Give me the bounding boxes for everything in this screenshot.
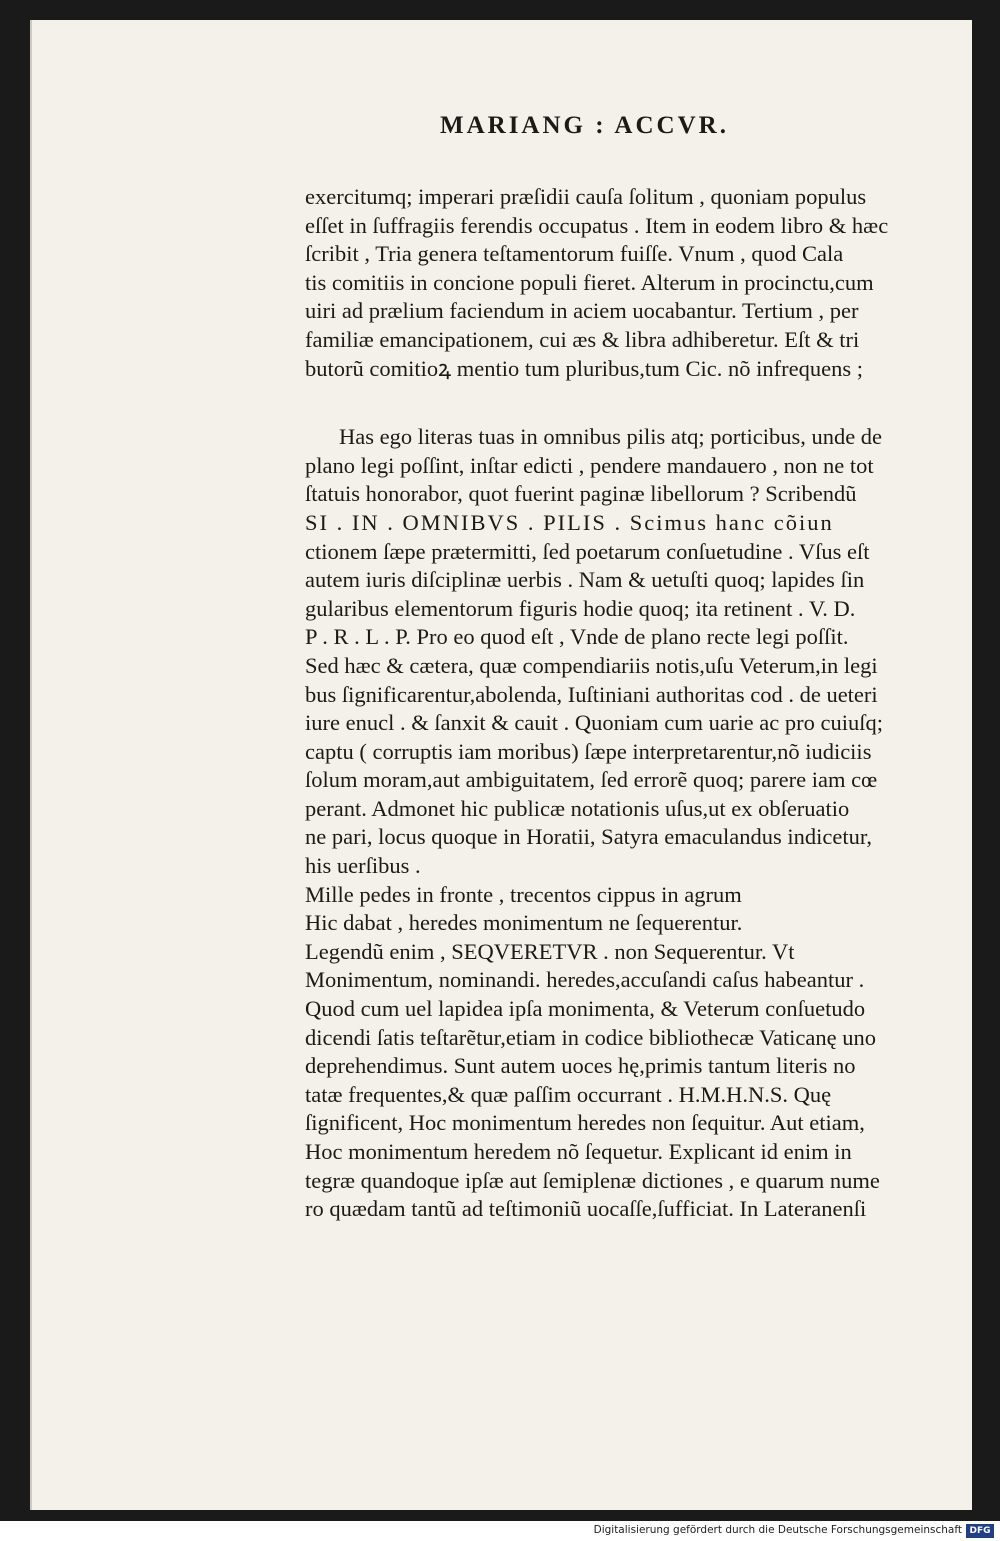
text-line: ne pari, locus quoque in Horatii, Satyra emaculandus indicetur, — [305, 824, 873, 850]
text-line: gularibus elementorum figuris hodie quoq; ita retinent . V. D. — [305, 595, 856, 621]
paragraph-2 — [305, 423, 955, 1224]
text-line: Legendũ enim , SEQVERETVR . non Sequerentur. Vt — [305, 938, 795, 964]
digitization-footer — [0, 1521, 1000, 1541]
footer-credit: Digitalisierung gefördert durch die Deutsche Forschungsgemeinschaft — [593, 1524, 962, 1536]
text-line: tatæ frequentes,& quæ paſſim occurrant . H.M.H.N.S. Quę — [305, 1081, 832, 1107]
text-line: uiri ad prælium faciendum in aciem uocabantur. Tertium , per — [305, 298, 859, 324]
text-line: ſolum moram,aut ambiguitatem, ſed errorẽ quoq; parere iam cœ — [305, 767, 878, 793]
text-line: captu ( corruptis iam moribus) ſæpe interpretarentur,nõ iudiciis — [305, 738, 872, 764]
text-line: his uerſibus . — [305, 853, 421, 879]
text-line: dicendi ſatis teſtarẽtur,etiam in codice bibliothecæ Vaticanę uno — [305, 1024, 876, 1050]
text-line: P . R . L . P. Pro eo quod eſt , Vnde de plano recte legi poſſit. — [305, 624, 849, 650]
verse-line: Hic dabat , heredes monimentum ne ſequerentur. — [305, 910, 743, 936]
text-line: familiæ emancipationem, cui æs & libra adhiberetur. Eſt & tri — [305, 326, 860, 352]
page-gutter-edge — [30, 20, 32, 1510]
text-line: SI . IN . OMNIBVS . PILIS . Scimus hanc cõiun — [305, 509, 834, 535]
text-line: Monimentum, nominandi. heredes,accuſandi caſus habeantur . — [305, 967, 865, 993]
page-body-text — [305, 183, 955, 1224]
paragraph-gap — [305, 383, 955, 423]
text-line: bus ſignificarentur,abolenda, Iuſtiniani authoritas cod . de ueteri — [305, 681, 878, 707]
text-line: iure enucl . & ſanxit & cauit . Quoniam cum uarie ac pro cuiuſq; — [305, 710, 883, 736]
text-line: ſtatuis honorabor, quot fuerint paginæ libellorum ? Scribendũ — [305, 481, 857, 507]
paragraph-1 — [305, 183, 955, 383]
text-line: tegræ quandoque ipſæ aut ſemiplenæ dictiones , e quarum nume — [305, 1167, 880, 1193]
text-line: eſſet in ſuffragiis ferendis occupatus . Item in eodem libro & hæc — [305, 212, 889, 238]
text-line: deprehendimus. Sunt autem uoces hę,primis tantum literis no — [305, 1053, 856, 1079]
text-line: exercitumq; imperari præſidii cauſa ſolitum , quoniam populus — [305, 184, 867, 209]
text-line: autem iuris diſciplinæ uerbis . Nam & uetuſti quoq; lapides ſin — [305, 567, 865, 593]
text-line: Sed hæc & cætera, quæ compendiariis notis,uſu Veterum,in legi — [305, 652, 878, 678]
text-line: plano legi poſſint, inſtar edicti , pendere mandauero , non ne tot — [305, 452, 874, 478]
text-line: Hoc monimentum heredem nõ ſequetur. Explicant id enim in — [305, 1139, 852, 1164]
text-line: perant. Admonet hic publicæ notationis uſus,ut ex obſeruatio — [305, 795, 850, 821]
text-line: ſignificent, Hoc monimentum heredes non ſequitur. Aut etiam, — [305, 1110, 865, 1136]
text-line: ro quædam tantũ ad teſtimoniũ uocaſſe,ſufficiat. In Lateranenſi — [305, 1196, 867, 1222]
verse-line: Mille pedes in fronte , trecentos cippus in agrum — [305, 881, 742, 907]
text-line: ſcribit , Tria genera teſtamentorum fuiſſe. Vnum , quod Cala — [305, 241, 844, 267]
dfg-logo: DFG — [966, 1524, 994, 1538]
text-line: Quod cum uel lapidea ipſa monimenta, & Veterum conſuetudo — [305, 996, 866, 1022]
text-line: ctionem ſæpe prætermitti, ſed poetarum conſuetudine . Vſus eſt — [305, 538, 870, 564]
text-line: butorũ comitioꝝ mentio tum pluribus,tum Cic. nõ infrequens ; — [305, 355, 863, 381]
text-line: Has ego literas tuas in omnibus pilis atq; porticibus, unde de — [339, 424, 883, 450]
text-line: tis comitiis in concione populi fieret. Alterum in procinctu,cum — [305, 269, 874, 295]
running-head: MARIANG : ACCVR. — [440, 112, 729, 139]
